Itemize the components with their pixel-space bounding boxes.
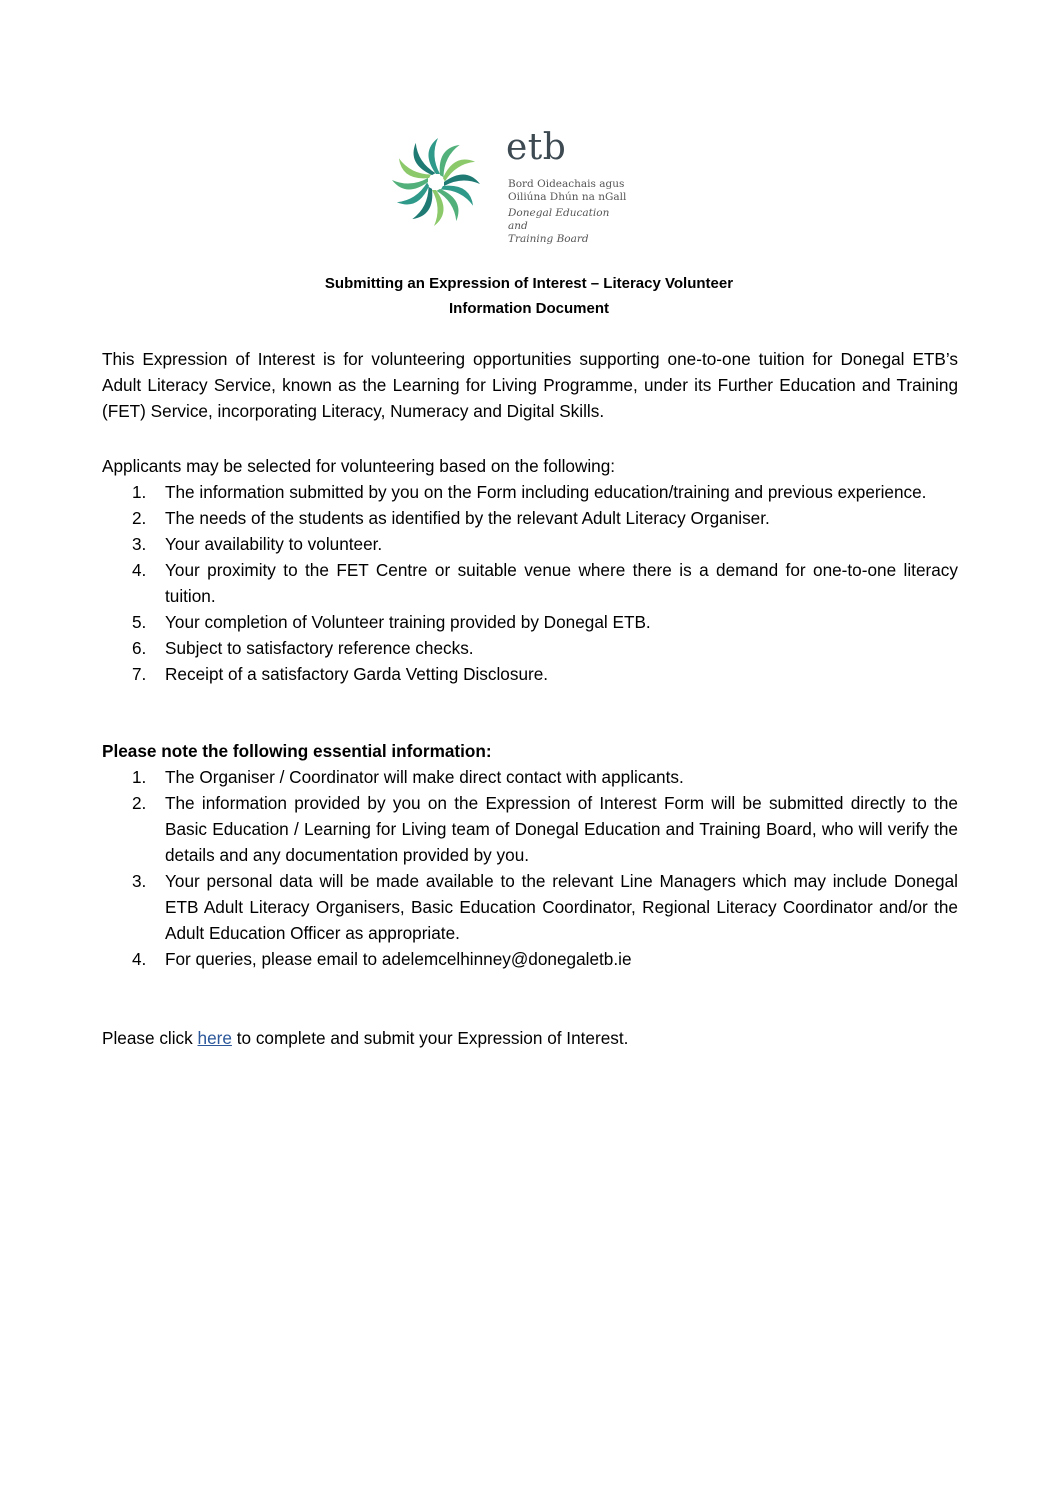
list-item [102, 635, 958, 661]
expression-of-interest-link[interactable]: here [197, 1028, 232, 1048]
list-text: Receipt of a satisfactory Garda Vetting Disclosure. [165, 664, 549, 684]
etb-logo [380, 126, 630, 245]
swirl-logo-icon [380, 126, 492, 238]
logo-irish-line-2: Oiliúna Dhún na nGall [508, 191, 627, 203]
list-text: Your availability to volunteer. [165, 534, 383, 554]
swirl-blade [428, 138, 440, 174]
list-item [102, 557, 958, 609]
swirl-blade [444, 174, 480, 186]
list-item [102, 790, 958, 868]
logo-english-name [508, 207, 630, 246]
logo-irish-line-1: Bord Oideachais agus [508, 178, 625, 190]
list-item [102, 868, 958, 946]
list-item [102, 609, 958, 635]
logo-english-line-1: Donegal Education and [508, 207, 610, 232]
list-number: 4. [132, 560, 147, 580]
list-text: Your personal data will be made available to the relevant Line Managers which may include Donegal ETB Adult Literacy Organisers, Basic Education Coordinator, Regional Literacy Coordinator and/or the Adult Education Officer as appropriate. [165, 871, 958, 943]
list-text: The information submitted by you on the Form including education/training and previous experience. [165, 482, 927, 502]
list-text: Your proximity to the FET Centre or suitable venue where there is a demand for one-to-one literacy tuition. [165, 560, 958, 606]
list-number: 2. [132, 508, 147, 528]
swirl-blade [392, 178, 428, 190]
list-text: Subject to satisfactory reference checks. [165, 638, 474, 658]
list-item [102, 505, 958, 531]
list-text: The Organiser / Coordinator will make direct contact with applicants. [165, 767, 684, 787]
list-text: Your completion of Volunteer training provided by Donegal ETB. [165, 612, 651, 632]
list-item [102, 661, 958, 687]
list-number: 3. [132, 534, 147, 554]
logo-wordmark: etb [506, 127, 567, 168]
submit-cta-sentence [102, 1025, 628, 1051]
cta-text-after: to complete and submit your Expression of Interest. [231, 1028, 629, 1048]
list-number: 5. [132, 612, 147, 632]
list-text: The information provided by you on the Expression of Interest Form will be submitted directly to the Basic Education / Learning for Living team of Donegal Education and Training Board, who will verify the details and any documentation provided by you. [165, 793, 958, 865]
selection-lead: Applicants may be selected for volunteering based on the following: [102, 456, 616, 476]
list-item [102, 479, 958, 505]
list-item [102, 764, 958, 790]
list-text: The needs of the students as identified by the relevant Adult Literacy Organiser. [165, 508, 770, 528]
list-item [102, 531, 958, 557]
logo-irish-name [508, 178, 626, 204]
selection-criteria-list [102, 479, 958, 687]
list-number: 3. [132, 871, 147, 891]
list-number: 6. [132, 638, 147, 658]
list-number: 1. [132, 767, 147, 787]
list-item [102, 946, 958, 972]
list-number: 1. [132, 482, 147, 502]
document-subtitle: Information Document [449, 300, 609, 317]
intro-paragraph: This Expression of Interest is for volunteering opportunities supporting one-to-one tuition for Donegal ETB’s Adult Literacy Service, known as the Learning for Living Programme, under its Further Education and Training (FET) Service, incorporating Literacy, Numeracy and Digital Skills. [102, 349, 958, 421]
document-title: Submitting an Expression of Interest – Literacy Volunteer [324, 275, 734, 292]
list-number: 7. [132, 664, 147, 684]
list-number: 2. [132, 793, 147, 813]
cta-text-before: Please click [102, 1028, 198, 1048]
essential-info-list [102, 764, 958, 972]
list-text: For queries, please email to adelemcelhinney@donegaletb.ie [165, 949, 632, 969]
logo-english-line-2: Training Board [508, 233, 589, 245]
essential-info-heading: Please note the following essential information: [102, 741, 492, 761]
list-number: 4. [132, 949, 147, 969]
swirl-blade [432, 190, 444, 226]
